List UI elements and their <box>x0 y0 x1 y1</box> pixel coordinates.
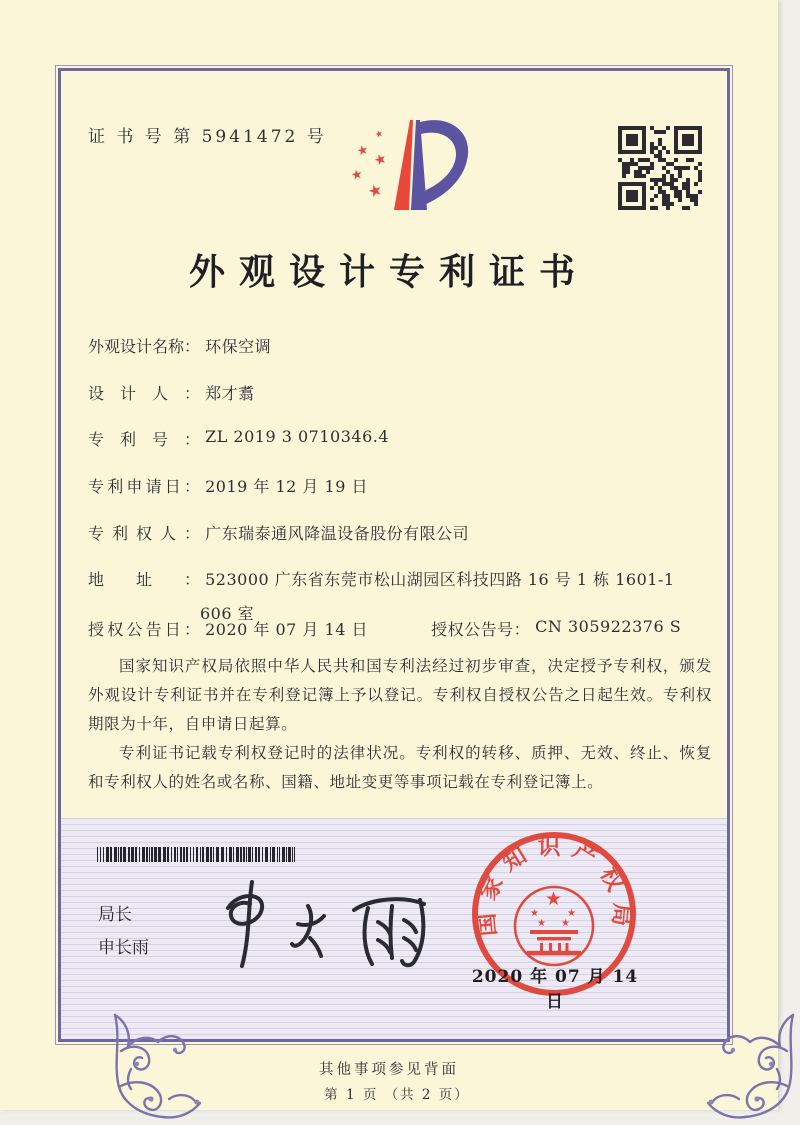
svg-text:★: ★ <box>373 128 385 141</box>
field-value: 郑才翥 <box>205 384 255 403</box>
svg-text:★: ★ <box>537 918 546 929</box>
commissioner-title: 局长 <box>98 905 132 925</box>
back-side-note: 其他事项参见背面 <box>319 1062 459 1078</box>
svg-text:★: ★ <box>355 142 371 160</box>
certificate-title: 外观设计专利证书 <box>188 251 589 293</box>
field-grant <box>88 617 718 640</box>
legal-text <box>88 652 712 797</box>
field-value: 2020 年 07 月 14 日 <box>205 620 368 639</box>
field-label: 设计人： <box>88 384 200 403</box>
field-value: 广东瑞泰通风降温设备股份有限公司 <box>205 524 470 543</box>
field-design-name <box>88 334 718 357</box>
legal-paragraph: 国家知识产权局依照中华人民共和国专利法经过初步审查，决定授予专利权，颁发外观设计专利证书并在专利登记簿上予以登记。专利权自授权公告之日起生效。专利权期限为十年，自申请日起算。 <box>88 657 712 733</box>
seal-date: 2020 年 07 月 14 日 <box>471 967 639 1012</box>
page-number: 第 1 页 （共 2 页） <box>324 1087 470 1103</box>
svg-text:★: ★ <box>530 908 539 919</box>
field-filing-date <box>88 474 718 497</box>
field-value: 523000 广东省东莞市松山湖园区科技四路 16 号 1 栋 1601-1 <box>205 570 675 589</box>
svg-text:★: ★ <box>567 908 576 919</box>
field-label: 专利申请日： <box>88 477 200 496</box>
field-patentee <box>88 521 718 544</box>
svg-text:★: ★ <box>349 166 365 184</box>
field-label: 地址： <box>88 570 200 589</box>
field-label: 专利号： <box>88 430 200 449</box>
svg-text:国家知识产权局 <box>472 833 636 937</box>
cnipa-logo-icon <box>348 116 474 218</box>
svg-text:★: ★ <box>545 888 563 910</box>
barcode-icon <box>97 847 299 862</box>
handwritten-signature-icon <box>212 876 436 970</box>
field-label: 专利权人： <box>88 524 200 543</box>
field-value-line2: 606 室 <box>200 604 255 623</box>
signature-block <box>98 899 149 965</box>
svg-text:★: ★ <box>561 918 570 929</box>
qr-code-icon <box>618 126 702 210</box>
svg-text:★: ★ <box>365 179 385 202</box>
field-value: ZL 2019 3 0710346.4 <box>205 427 390 446</box>
field-patent-no <box>88 427 718 450</box>
legal-paragraph: 专利证书记载专利权登记时的法律状况。专利权的转移、质押、无效、终止、恢复和专利权人的姓名或名称、国籍、地址变更等事项记载在专利登记簿上。 <box>88 744 712 791</box>
field-value: 环保空调 <box>205 337 272 356</box>
svg-text:★: ★ <box>371 150 390 170</box>
field-label: 外观设计名称： <box>88 337 201 356</box>
field-value: CN 305922376 S <box>535 617 682 636</box>
field-value: 2019 年 12 月 19 日 <box>205 477 368 496</box>
certificate-number: 证 书 号 第 5941472 号 <box>88 127 327 147</box>
commissioner-name: 申长雨 <box>98 938 149 958</box>
seal-text: 国家知识产权局 <box>471 833 637 938</box>
field-label: 授权公告日： <box>88 620 200 639</box>
field-label: 授权公告号： <box>431 620 531 639</box>
field-designer <box>88 381 718 404</box>
field-address <box>88 567 718 624</box>
